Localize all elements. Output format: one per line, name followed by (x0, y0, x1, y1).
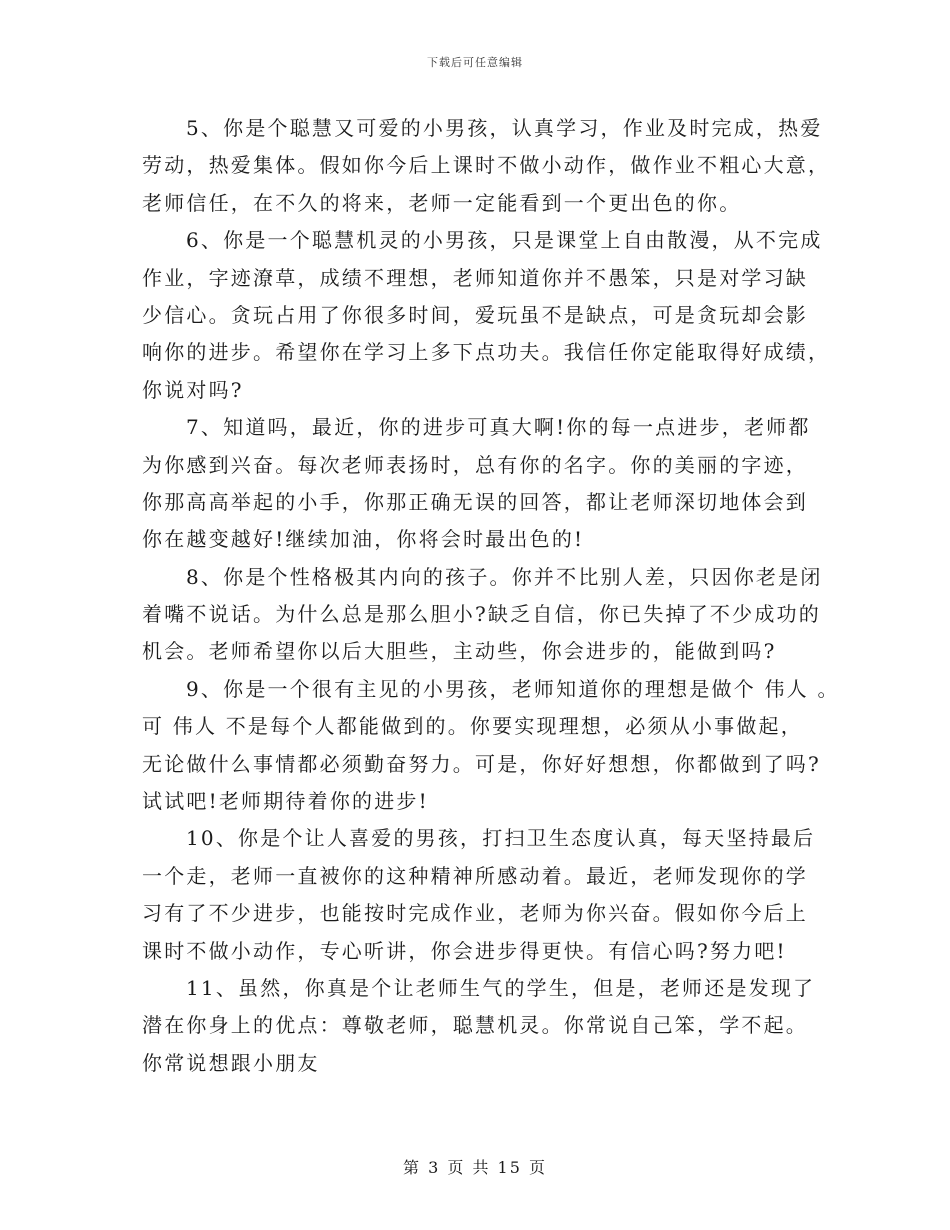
text-line: 少信心。贪玩占用了你很多时间，爱玩虽不是缺点，可是贪玩却会影 (142, 302, 808, 327)
text-line: 11、虽然，你真是个让老师生气的学生，但是，老师还是发现了 (186, 975, 816, 1000)
text-line: 习有了不少进步，也能按时完成作业，老师为你兴奋。假如你今后上 (142, 901, 808, 926)
text-line: 响你的进步。希望你在学习上多下点功夫。我信任你定能取得好成绩， (142, 340, 831, 365)
text-line: 7、知道吗，最近，你的进步可真大啊!你的每一点进步，老师都 (186, 415, 811, 440)
text-line: 机会。老师希望你以后大胆些，主动些，你会进步的，能做到吗? (142, 639, 777, 664)
text-line: 8、你是个性格极其内向的孩子。你并不比别人差，只因你老是闭 (186, 564, 823, 589)
text-line: 5、你是个聪慧又可爱的小男孩，认真学习，作业及时完成，热爱 (186, 116, 823, 140)
text-line: 可 伟人 不是每个人都能做到的。你要实现理想，必须从小事做起， (142, 714, 803, 739)
text-line: 老师信任，在不久的将来，老师一定能看到一个更出色的你。 (142, 190, 742, 215)
body-text (142, 110, 840, 1082)
text-line: 无论做什么事情都必须勤奋努力。可是，你好好想想，你都做到了吗? (142, 751, 821, 776)
text-line: 为你感到兴奋。每次老师表扬时，总有你的名字。你的美丽的字迹， (142, 452, 808, 477)
text-line: 潜在你身上的优点：尊敬老师，聪慧机灵。你常说自己笨，学不起。 (142, 1013, 808, 1038)
text-line: 你常说想跟小朋友 (142, 1050, 320, 1075)
text-line: 着嘴不说话。为什么总是那么胆小?缺乏自信，你已失掉了不少成功的 (142, 602, 821, 627)
text-line: 10、你是个让人喜爱的男孩，打扫卫生态度认真，每天坚持最后 (186, 826, 816, 851)
text-line: 你那高高举起的小手，你那正确无误的回答，都让老师深切地体会到 (142, 489, 808, 514)
text-line: 试试吧!老师期待着你的进步! (142, 789, 429, 814)
text-line: 6、你是一个聪慧机灵的小男孩，只是课堂上自由散漫，从不完成 (186, 228, 823, 253)
text-line: 劳动，热爱集体。假如你今后上课时不做小动作，做作业不粗心大意， (142, 153, 831, 178)
text-line: 你说对吗? (142, 377, 244, 402)
text-line: 作业，字迹潦草，成绩不理想，老师知道你并不愚笨，只是对学习缺 (142, 265, 808, 290)
page-header: 下载后可任意编辑 (427, 56, 523, 69)
page-footer: 第 3 页 共 15 页 (403, 1158, 547, 1177)
text-line: 9、你是一个很有主见的小男孩，老师知道你的理想是做个 伟人 。 (186, 676, 840, 701)
text-line: 一个走，老师一直被你的这种精神所感动着。最近，老师发现你的学 (142, 863, 808, 888)
text-line: 课时不做小动作，专心听讲，你会进步得更快。有信心吗?努力吧! (142, 938, 787, 963)
text-line: 你在越变越好!继续加油，你将会时最出色的! (142, 527, 585, 552)
